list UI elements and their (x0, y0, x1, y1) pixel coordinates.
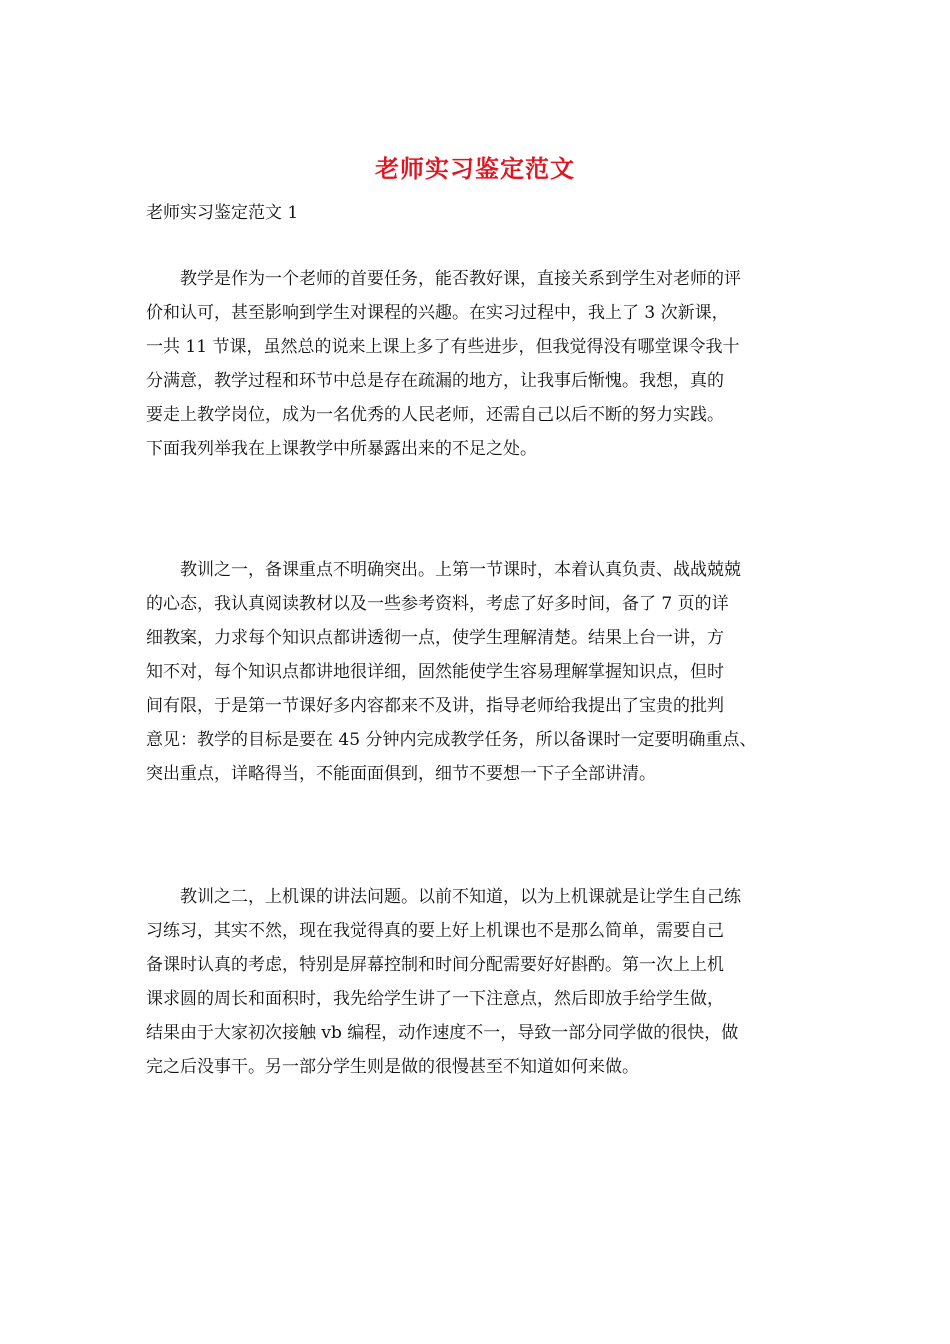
document-subtitle: 老师实习鉴定范文 1 (146, 203, 299, 223)
paragraph-3 (146, 880, 826, 1084)
document-title: 老师实习鉴定范文 (375, 154, 575, 183)
paragraph-line: 教训之一，备课重点不明确突出。上第一节课时，本着认真负责、战战兢兢 (146, 560, 741, 580)
paragraph-line: 要走上教学岗位，成为一名优秀的人民老师，还需自己以后不断的努力实践。 (146, 405, 724, 425)
paragraph-line: 教学是作为一个老师的首要任务，能否教好课，直接关系到学生对老师的评 (146, 269, 741, 289)
paragraph-1 (146, 262, 826, 466)
paragraph-line: 的心态，我认真阅读教材以及一些参考资料，考虑了好多时间，备了 7 页的详 (146, 594, 729, 614)
paragraph-line: 习练习，其实不然，现在我觉得真的要上好上机课也不是那么简单，需要自己 (146, 921, 724, 941)
paragraph-line: 下面我列举我在上课教学中所暴露出来的不足之处。 (146, 439, 537, 459)
paragraph-line: 完之后没事干。另一部分学生则是做的很慢甚至不知道如何来做。 (146, 1057, 639, 1077)
paragraph-line: 意见：教学的目标是要在 45 分钟内完成教学任务，所以备课时一定要明确重点、 (146, 730, 757, 750)
paragraph-line: 结果由于大家初次接触 vb 编程，动作速度不一，导致一部分同学做的很快，做 (146, 1023, 739, 1043)
paragraph-line: 备课时认真的考虑，特别是屏幕控制和时间分配需要好好斟酌。第一次上上机 (146, 955, 724, 975)
paragraph-2 (146, 553, 826, 791)
paragraph-line: 课求圆的周长和面积时，我先给学生讲了一下注意点，然后即放手给学生做， (146, 989, 724, 1009)
paragraph-line: 分满意，教学过程和环节中总是存在疏漏的地方，让我事后惭愧。我想，真的 (146, 371, 724, 391)
paragraph-line: 间有限，于是第一节课好多内容都来不及讲，指导老师给我提出了宝贵的批判 (146, 696, 724, 716)
paragraph-line: 一共 11 节课，虽然总的说来上课上多了有些进步，但我觉得没有哪堂课令我十 (146, 337, 740, 357)
paragraph-line: 教训之二，上机课的讲法问题。以前不知道，以为上机课就是让学生自己练 (146, 887, 741, 907)
paragraph-line: 细教案，力求每个知识点都讲透彻一点，使学生理解清楚。结果上台一讲，方 (146, 628, 724, 648)
paragraph-line: 知不对，每个知识点都讲地很详细，固然能使学生容易理解掌握知识点，但时 (146, 662, 724, 682)
paragraph-line: 突出重点，详略得当，不能面面俱到，细节不要想一下子全部讲清。 (146, 764, 656, 784)
paragraph-line: 价和认可，甚至影响到学生对课程的兴趣。在实习过程中，我上了 3 次新课， (146, 303, 729, 323)
